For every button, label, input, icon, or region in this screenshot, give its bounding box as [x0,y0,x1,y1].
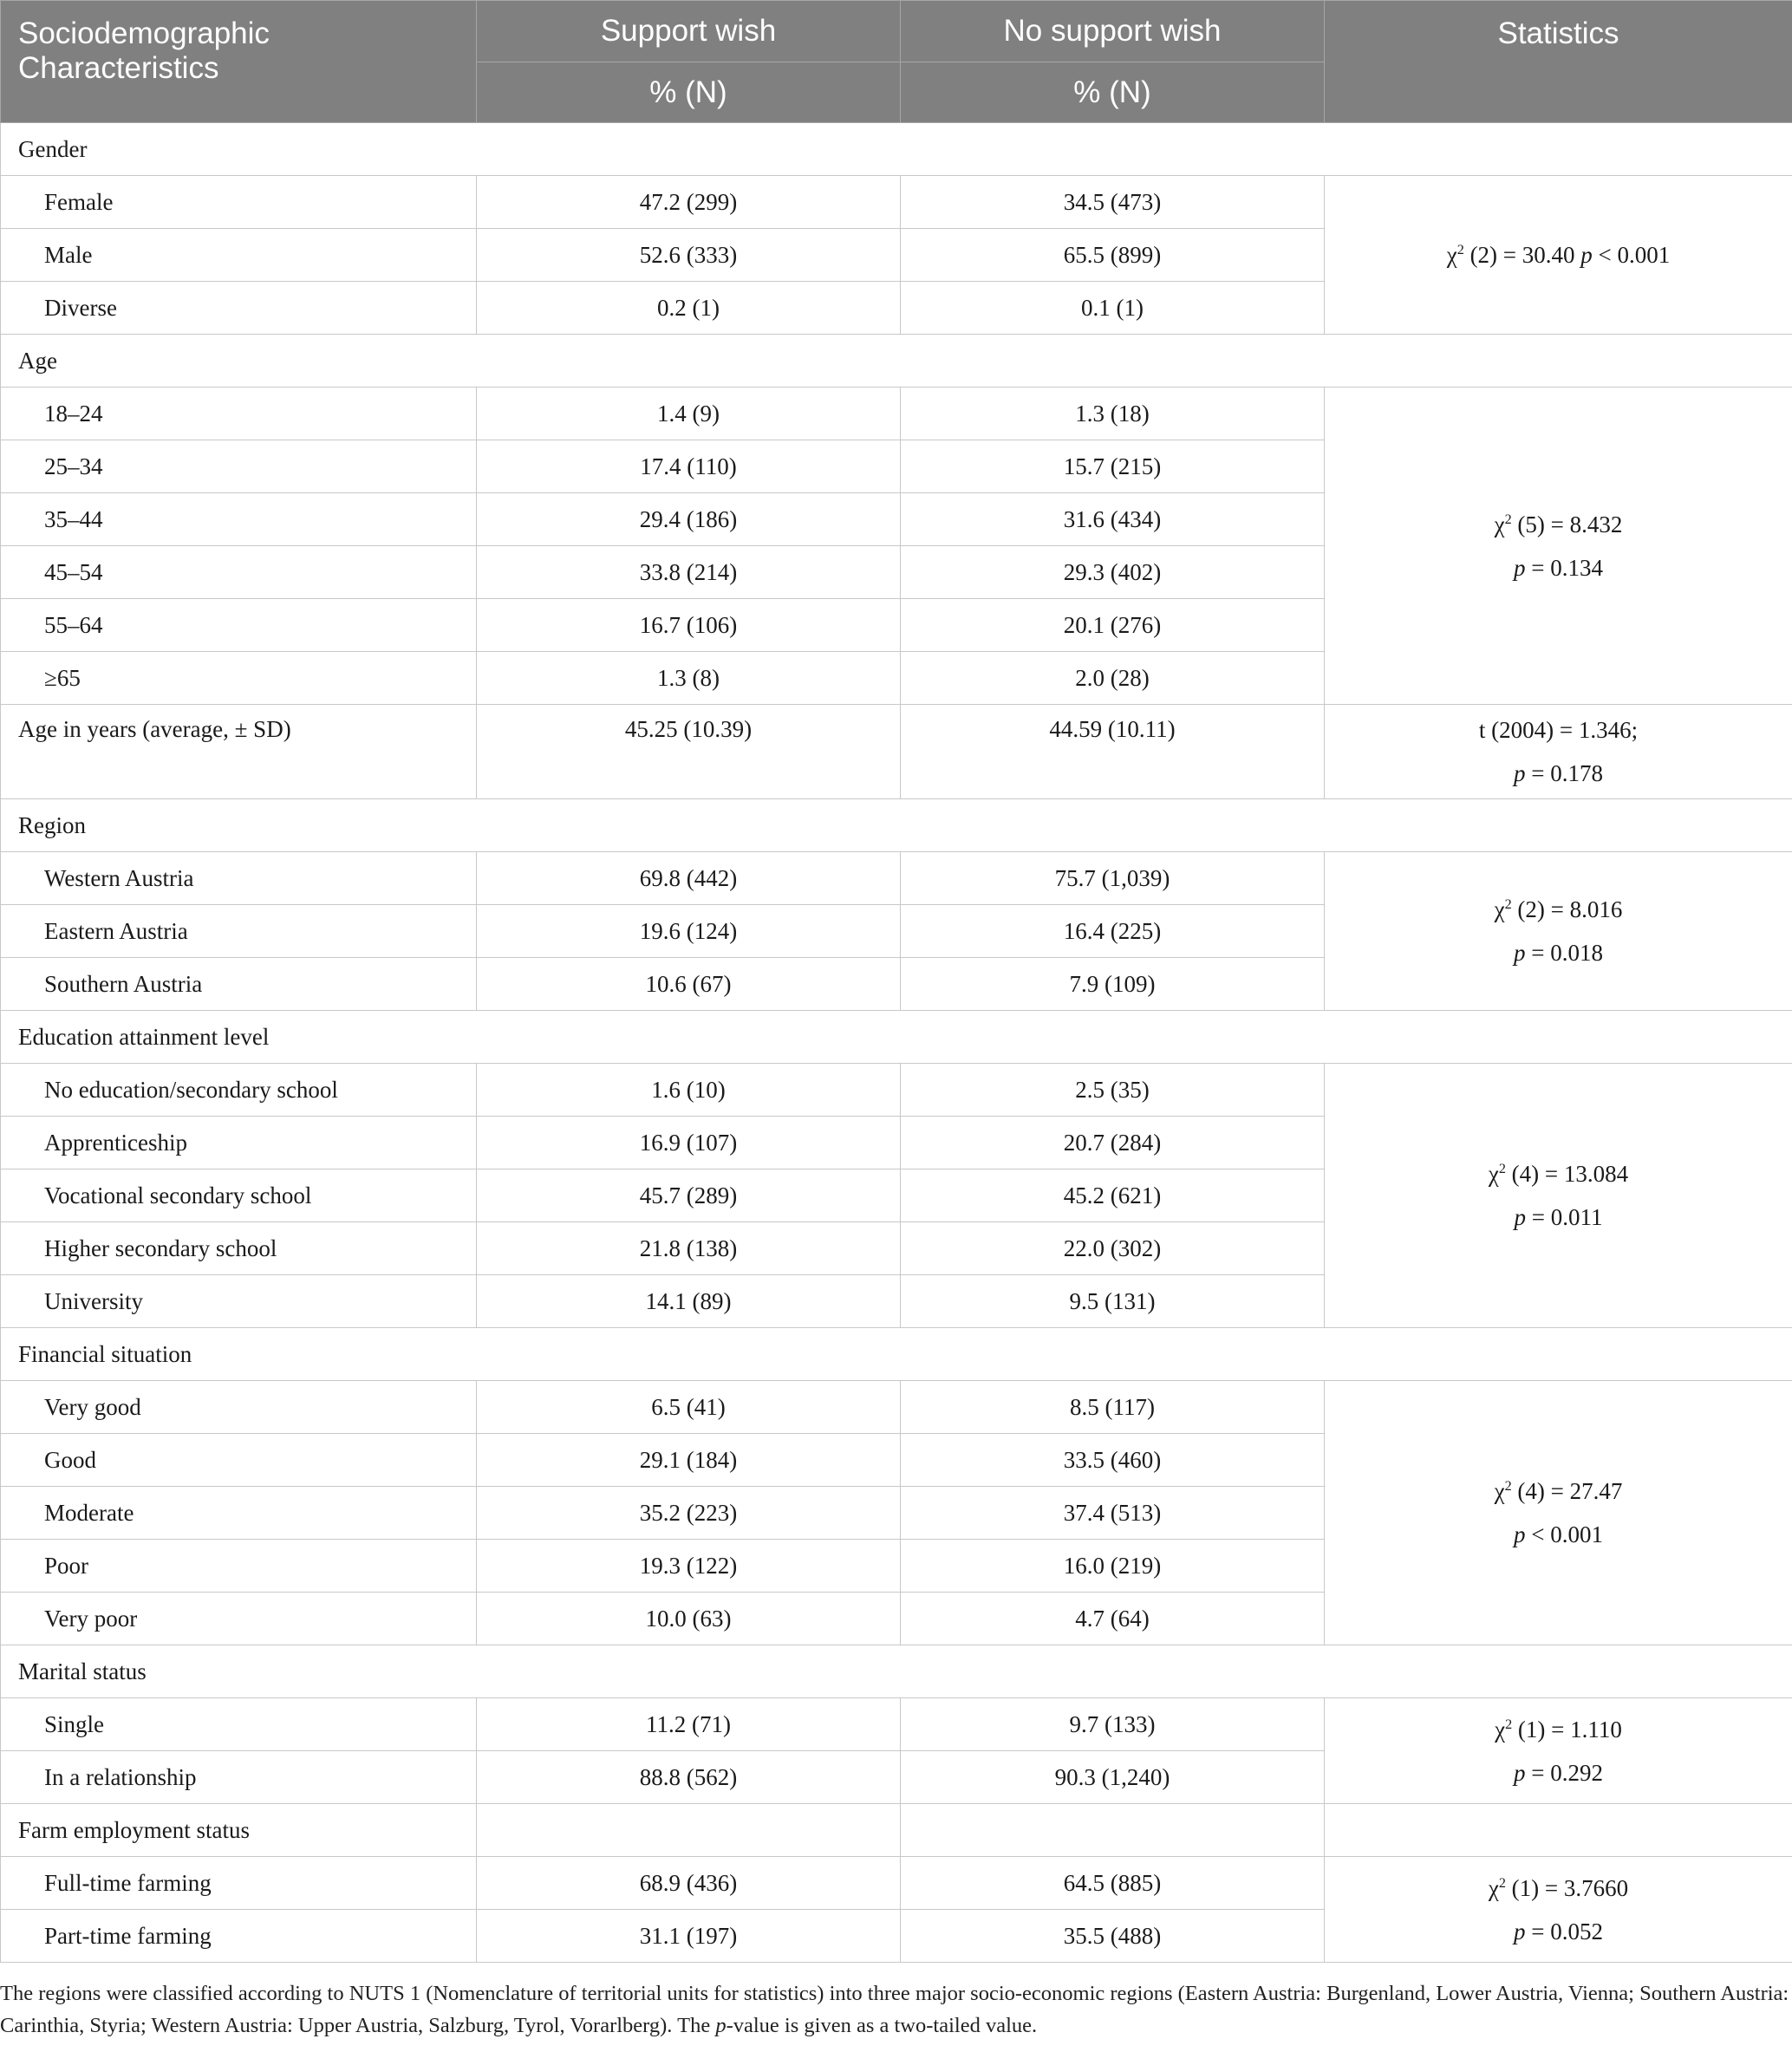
support-value: 10.0 (63) [477,1593,901,1645]
support-value: 17.4 (110) [477,440,901,493]
chi-exponent: 2 [1456,242,1464,257]
section-row-age [1,335,1792,388]
section-title: Education attainment level [1,1011,1792,1064]
statistics-cell [1325,705,1792,799]
stat-text: (2) = 8.016 [1511,896,1623,922]
table-row [1,1381,1792,1434]
chi-symbol: χ [1446,242,1457,268]
stat-text: (1) = 1.110 [1512,1716,1622,1743]
p-symbol: p [1514,940,1526,966]
support-value: 29.4 (186) [477,493,901,546]
p-value: = 0.178 [1525,760,1603,786]
p-symbol: p [1514,1204,1526,1230]
p-value: = 0.011 [1526,1204,1603,1230]
footnote-text: The regions were classified according to NUTS 1 (Nomenclature of territorial units for statistics) into three major socio-economic regions (Eastern Austria: Burgenland, Lower Austria, Vienna; Southern Austria: Carinthia, Styria; Western Austria: Upper Austria, Salzburg, Tyrol, Vorarlberg). The [0,1982,1789,2037]
row-label: Western Austria [1,852,477,905]
header-support-percent: % (N) [477,62,901,123]
nosupport-value: 90.3 (1,240) [901,1751,1325,1804]
section-title: Region [1,799,1792,852]
row-label: Single [1,1698,477,1751]
nosupport-value: 31.6 (434) [901,493,1325,546]
row-label: 18–24 [1,388,477,440]
section-title: Financial situation [1,1328,1792,1381]
row-label: Female [1,176,477,229]
section-title: Farm employment status [1,1804,477,1857]
nosupport-value: 44.59 (10.11) [901,705,1325,799]
table-row-age-years [1,705,1792,799]
nosupport-value: 16.0 (219) [901,1540,1325,1593]
row-label: Poor [1,1540,477,1593]
row-label: Good [1,1434,477,1487]
empty-cell [1325,1804,1792,1857]
statistics-cell [1325,852,1792,1011]
support-value: 1.3 (8) [477,652,901,705]
section-row-financial [1,1328,1792,1381]
statistics-cell [1325,1381,1792,1645]
nosupport-value: 20.1 (276) [901,599,1325,652]
p-symbol: p [1514,1759,1526,1786]
nosupport-value: 33.5 (460) [901,1434,1325,1487]
chi-exponent: 2 [1498,1874,1506,1891]
section-title: Gender [1,123,1792,176]
nosupport-value: 20.7 (284) [901,1117,1325,1169]
row-label: Eastern Austria [1,905,477,958]
support-value: 6.5 (41) [477,1381,901,1434]
stat-text: (4) = 13.084 [1505,1161,1629,1187]
table-row [1,176,1792,229]
section-title: Marital status [1,1645,1792,1698]
row-label: No education/secondary school [1,1064,477,1117]
row-label: 35–44 [1,493,477,546]
support-value: 21.8 (138) [477,1222,901,1275]
nosupport-value: 2.5 (35) [901,1064,1325,1117]
footnote-p-symbol: p [715,2014,727,2037]
nosupport-value: 65.5 (899) [901,229,1325,282]
header-support-wish: Support wish [477,1,901,62]
nosupport-value: 0.1 (1) [901,282,1325,335]
p-value: = 0.292 [1525,1759,1603,1786]
p-value: < 0.001 [1592,242,1671,268]
nosupport-value: 34.5 (473) [901,176,1325,229]
row-label: Male [1,229,477,282]
support-value: 69.8 (442) [477,852,901,905]
row-label: Very good [1,1381,477,1434]
support-value: 31.1 (197) [477,1910,901,1963]
header-no-support-wish: No support wish [901,1,1325,62]
support-value: 19.3 (122) [477,1540,901,1593]
support-value: 0.2 (1) [477,282,901,335]
p-symbol: p [1514,760,1526,786]
chi-symbol: χ [1494,1478,1505,1504]
stat-text: (4) = 27.47 [1511,1478,1623,1504]
row-label: Diverse [1,282,477,335]
chi-exponent: 2 [1504,896,1512,912]
empty-cell [477,1804,901,1857]
support-value: 33.8 (214) [477,546,901,599]
statistics-cell [1325,1064,1792,1328]
nosupport-value: 15.7 (215) [901,440,1325,493]
p-value: = 0.134 [1525,554,1603,581]
section-row-marital [1,1645,1792,1698]
stat-text: (5) = 8.432 [1511,511,1623,537]
support-value: 19.6 (124) [477,905,901,958]
row-label: Higher secondary school [1,1222,477,1275]
row-label: 55–64 [1,599,477,652]
table-row [1,1857,1792,1910]
nosupport-value: 4.7 (64) [901,1593,1325,1645]
row-label: Vocational secondary school [1,1169,477,1222]
support-value: 1.4 (9) [477,388,901,440]
support-value: 16.7 (106) [477,599,901,652]
p-symbol: p [1514,554,1526,581]
nosupport-value: 7.9 (109) [901,958,1325,1011]
row-label: 25–34 [1,440,477,493]
nosupport-value: 22.0 (302) [901,1222,1325,1275]
nosupport-value: 9.7 (133) [901,1698,1325,1751]
p-symbol: p [1580,242,1593,268]
chi-exponent: 2 [1504,1478,1512,1494]
support-value: 45.25 (10.39) [477,705,901,799]
header-statistics: Statistics [1325,1,1792,123]
statistics-cell [1325,1857,1792,1963]
support-value: 88.8 (562) [477,1751,901,1804]
nosupport-value: 75.7 (1,039) [901,852,1325,905]
nosupport-value: 35.5 (488) [901,1910,1325,1963]
row-label: Part-time farming [1,1910,477,1963]
support-value: 47.2 (299) [477,176,901,229]
table-row [1,1698,1792,1751]
header-nosupport-percent: % (N) [901,62,1325,123]
row-label: Southern Austria [1,958,477,1011]
statistics-cell [1325,1698,1792,1804]
chi-symbol: χ [1488,1161,1499,1187]
section-row-farm [1,1804,1792,1857]
statistics-cell [1325,388,1792,705]
chi-symbol: χ [1494,896,1505,922]
nosupport-value: 16.4 (225) [901,905,1325,958]
header-characteristics: Sociodemographic Characteristics [1,1,477,123]
row-label: Moderate [1,1487,477,1540]
support-value: 35.2 (223) [477,1487,901,1540]
support-value: 1.6 (10) [477,1064,901,1117]
support-value: 11.2 (71) [477,1698,901,1751]
header-row [1,1,1792,62]
chi-exponent: 2 [1504,511,1512,527]
support-value: 10.6 (67) [477,958,901,1011]
support-value: 29.1 (184) [477,1434,901,1487]
p-value: < 0.001 [1525,1521,1603,1547]
row-label: Age in years (average, ± SD) [1,705,477,799]
section-row-region [1,799,1792,852]
nosupport-value: 64.5 (885) [901,1857,1325,1910]
nosupport-value: 29.3 (402) [901,546,1325,599]
stat-text: t (2004) = 1.346; [1478,717,1639,743]
section-title: Age [1,335,1792,388]
row-label: University [1,1275,477,1328]
table-row [1,852,1792,905]
nosupport-value: 2.0 (28) [901,652,1325,705]
nosupport-value: 45.2 (621) [901,1169,1325,1222]
row-label: Apprenticeship [1,1117,477,1169]
chi-symbol: χ [1488,1874,1499,1901]
section-row-gender [1,123,1792,176]
p-value: = 0.018 [1525,940,1603,966]
chi-exponent: 2 [1498,1161,1506,1176]
table-row [1,388,1792,440]
nosupport-value: 8.5 (117) [901,1381,1325,1434]
support-value: 45.7 (289) [477,1169,901,1222]
nosupport-value: 1.3 (18) [901,388,1325,440]
table-row [1,1064,1792,1117]
support-value: 16.9 (107) [477,1117,901,1169]
chi-exponent: 2 [1505,1716,1513,1732]
p-symbol: p [1514,1521,1526,1547]
footnote-text-end: -value is given as a two-tailed value. [726,2014,1038,2037]
statistics-cell [1325,176,1792,335]
chi-symbol: χ [1494,511,1505,537]
nosupport-value: 9.5 (131) [901,1275,1325,1328]
row-label: Very poor [1,1593,477,1645]
nosupport-value: 37.4 (513) [901,1487,1325,1540]
chi-symbol: χ [1495,1716,1506,1743]
p-value: = 0.052 [1525,1918,1603,1945]
p-symbol: p [1514,1918,1526,1945]
support-value: 68.9 (436) [477,1857,901,1910]
support-value: 52.6 (333) [477,229,901,282]
empty-cell [901,1804,1325,1857]
stat-text: (2) = 30.40 [1463,242,1581,268]
section-row-education [1,1011,1792,1064]
row-label: 45–54 [1,546,477,599]
support-value: 14.1 (89) [477,1275,901,1328]
stat-text: (1) = 3.7660 [1505,1874,1629,1901]
table-footnote [0,1977,1792,2042]
row-label: In a relationship [1,1751,477,1804]
row-label: ≥65 [1,652,477,705]
row-label: Full-time farming [1,1857,477,1910]
